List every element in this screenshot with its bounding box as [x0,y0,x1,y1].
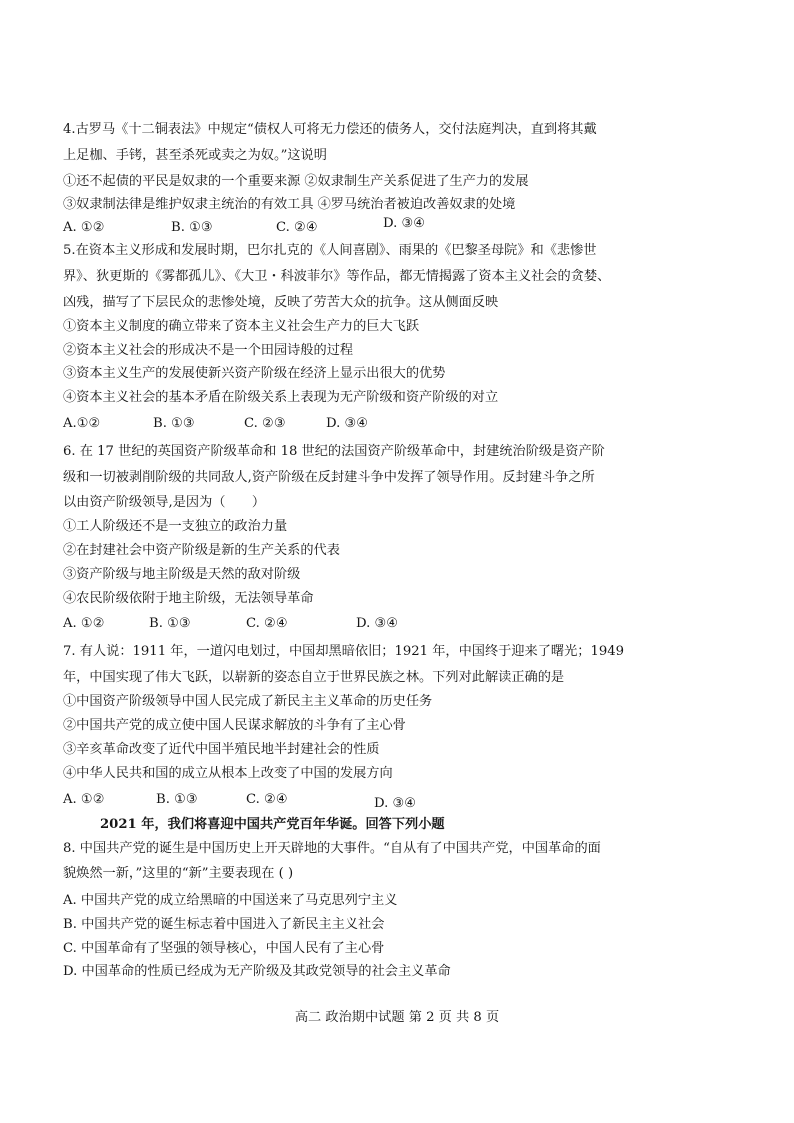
option-a: A. ①② [63,792,105,807]
question-stem: 4.古罗马《十二铜表法》中规定“债权人可将无力偿还的债务人，交付法庭判决，直到将其戴 [63,122,597,137]
statement: ③资本主义生产的发展使新兴资产阶级在经济上显示出很大的优势 [63,366,446,381]
statement: ①资本主义制度的确立带来了资本主义社会生产力的巨大飞跃 [63,319,420,334]
question-stem: 凶残，描写了下层民众的悲惨处境，反映了劳苦大众的抗争。这从侧面反映 [63,295,499,310]
section-intro: 2021 年，我们将喜迎中国共产党百年华诞。回答下列小题 [100,817,445,832]
question-stem: 8. 中国共产党的诞生是中国历史上开天辟地的大事件。“自从有了中国共产党，中国革命的面 [63,841,601,856]
option-a: A.①② [63,416,101,431]
option-d: D. ③④ [374,796,417,811]
option-b: B. 中国共产党的诞生标志着中国进入了新民主主义社会 [63,917,385,932]
statement-row [63,173,751,191]
option-c: C. ②③ [244,416,286,431]
question-stem: 上足枷、手铐，甚至杀死或卖之为奴。”这说明 [63,148,327,163]
statement: ①工人阶级还不是一支独立的政治力量 [63,519,288,534]
statement: ③资产阶级与地主阶级是天然的敌对阶级 [63,567,301,582]
option-b: B. ①③ [171,220,213,235]
statement: ②资本主义社会的形成决不是一个田园诗般的过程 [63,343,354,358]
options-row [63,216,751,237]
option-d: D. ③④ [383,216,426,231]
option-d: D. ③④ [326,416,369,431]
statement: ④中华人民共和国的成立从根本上改变了中国的发展方向 [63,766,393,781]
options-row [63,415,751,433]
option-c: C. ②④ [246,792,288,807]
options-row [63,615,751,633]
statement: ①还不起债的平民是奴隶的一个重要来源 [63,174,301,189]
question-stem: 级和一切被剥削阶级的共同敌人,资产阶级在反封建斗争中发挥了领导作用。反封建斗争之所 [63,470,595,485]
statement: ④罗马统治者被迫改善奴隶的处境 [317,197,516,212]
option-a: A. 中国共产党的成立给黑暗的中国送来了马克思列宁主义 [63,893,398,908]
question-stem: 6. 在 17 世纪的英国资产阶级革命和 18 世纪的法国资产阶级革命中，封建统治阶级是资产阶 [63,444,605,459]
statement-row [63,196,751,214]
option-b: B. ①③ [156,792,198,807]
option-a: A. ①② [63,616,105,631]
statement: ②在封建社会中资产阶级是新的生产关系的代表 [63,543,340,558]
question-stem: 貌焕然一新，”这里的“新”主要表现在 ( ) [63,866,294,881]
option-d: D. ③④ [356,616,399,631]
option-c: C. ②④ [276,220,318,235]
option-b: B. ①③ [153,416,195,431]
statement: ②奴隶制生产关系促进了生产力的发展 [304,174,529,189]
option-d: D. 中国革命的性质已经成为无产阶级及其政党领导的社会主义革命 [63,964,451,979]
option-a: A. ①② [63,220,105,235]
statement: ①中国资产阶级领导中国人民完成了新民主主义革命的历史任务 [63,694,433,709]
question-stem: 5.在资本主义形成和发展时期，巴尔扎克的《人间喜剧》、雨果的《巴黎圣母院》和《悲惨世 [63,243,597,258]
option-c: C. ②④ [246,616,288,631]
statement: ③辛亥革命改变了近代中国半殖民地半封建社会的性质 [63,742,380,757]
statement: ②中国共产党的成立使中国人民谋求解放的斗争有了主心骨 [63,718,406,733]
question-stem: 7. 有人说：1911 年，一道闪电划过，中国却黑暗依旧；1921 年，中国终于迎来了曙光；1949 [63,644,625,659]
option-c: C. 中国革命有了坚强的领导核心，中国人民有了主心骨 [63,941,385,956]
question-stem: 界》、狄更斯的《雾都孤儿》、《大卫・科波菲尔》等作品，都无情揭露了资本主义社会的贪婪、 [63,269,611,284]
option-b: B. ①③ [149,616,191,631]
statement: ③奴隶制法律是维护奴隶主统治的有效工具 [63,197,314,212]
statement: ④资本主义社会的基本矛盾在阶级关系上表现为无产阶级和资产阶级的对立 [63,390,499,405]
options-row [63,791,751,809]
statement: ④农民阶级依附于地主阶级，无法领导革命 [63,591,314,606]
question-stem: 年，中国实现了伟大飞跃，以崭新的姿态自立于世界民族之林。下列对此解读正确的是 [63,670,565,685]
page-footer: 高二 政治期中试题 第 2 页 共 8 页 [294,1010,500,1025]
question-stem: 以由资产阶级领导,是因为（ ） [63,495,266,510]
